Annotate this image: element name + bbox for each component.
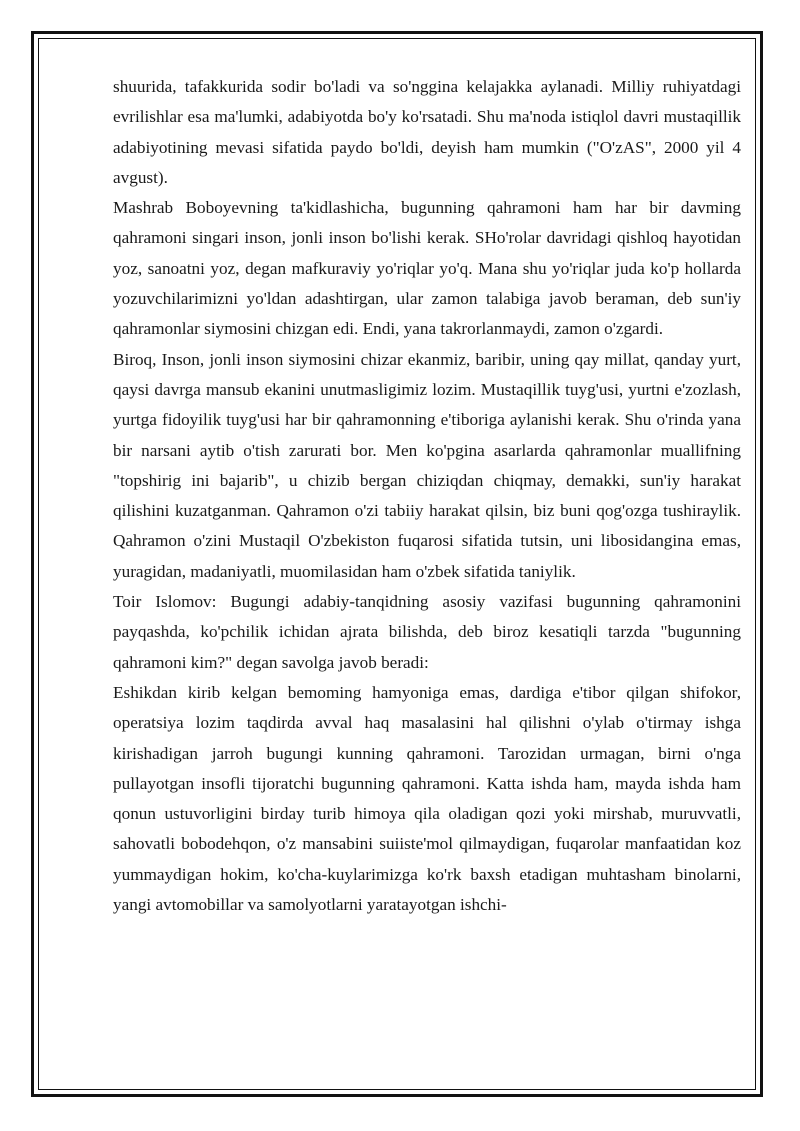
paragraph-4: Toir Islomov: Bugungi adabiy-tanqidning asosiy vazifasi bugunning qahramonini payqashda, ko'pchilik ichidan ajrata bilishda, deb biroz kesatiqli tarzda "bugunning qahramoni kim?" degan savolga javob beradi:	[113, 592, 741, 672]
document-body	[113, 72, 741, 920]
paragraph-1: shuurida, tafakkurida sodir bo'ladi va so'nggina kelajakka aylanadi. Milliy ruhiyatdagi evrilishlar esa ma'lumki, adabiyotda bo'y ko'rsatadi. Shu ma'noda istiqlol davri mustaqillik adabiyotining mevasi sifatida paydo bo'ldi, deyish ham mumkin ("O'zAS", 2000 yil 4 avgust).	[113, 77, 741, 187]
paragraph-3: Biroq, Inson, jonli inson siymosini chizar ekanmiz, baribir, uning qay millat, qanday yurt, qaysi davrga mansub ekanini unutmasligimiz lozim. Mustaqillik tuyg'usi, yurtni e'zozlash, yurtga fidoyilik tuyg'usi har bir qahramonning e'tiboriga aylanishi kerak. Shu o'rinda yana bir narsani aytib o'tish zarurati bor. Men ko'pgina asarlarda qahramonlar muallifning "topshirig ini bajarib", u chizib bergan chiziqdan chiqmay, demakki, sun'iy harakat qilishini kuzatganman. Qahramon o'zi tabiiy harakat qilsin, biz buni qog'ozga tushiraylik. Qahramon o'zini Mustaqil O'zbekiston fuqarosi sifatida tutsin, uni libosidangina emas, yuragidan, madaniyatli, muomilasidan ham o'zbek sifatida taniylik.	[113, 349, 741, 581]
paragraph-5: Eshikdan kirib kelgan bemoming hamyoniga emas, dardiga e'tibor qilgan shifokor, operatsiya lozim taqdirda avval haq masalasini hal qilishni o'ylab o'tirmay ishga kirishadigan jarroh bugungi kunning qahramoni. Tarozidan urmagan, birni o'nga pullayotgan insofli tijoratchi bugunning qahramoni. Katta ishda ham, mayda ishda ham qonun ustuvorligini birday turib himoya qila oladigan qozi yoki mirshab, muruvvatli, sahovatli bobodehqon, o'z mansabini suiiste'mol qilmaydigan, fuqarolar manfaatidan koz yummaydigan hokim, ko'cha-kuylarimizga ko'rk baxsh etadigan muhtasham binolarni, yangi avtomobillar va samolyotlarni yaratayotgan ishchi-	[113, 682, 741, 915]
paragraph-2: Mashrab Boboyevning ta'kidlashicha, bugunning qahramoni ham har bir davming qahramoni singari inson, jonli inson bo'lishi kerak. SHo'rolar davridagi qishloq hayotidan yoz, sanoatni yoz, degan mafkuraviy yo'riqlar yo'q. Mana shu yo'riqlar juda ko'p hollarda yozuvchilarimizni yo'ldan adashtirgan, ular zamon talabiga javob beraman, deb sun'iy qahramonlar siymosini chizgan edi. Endi, yana takrorlanmaydi, zamon o'zgardi.	[113, 198, 741, 339]
